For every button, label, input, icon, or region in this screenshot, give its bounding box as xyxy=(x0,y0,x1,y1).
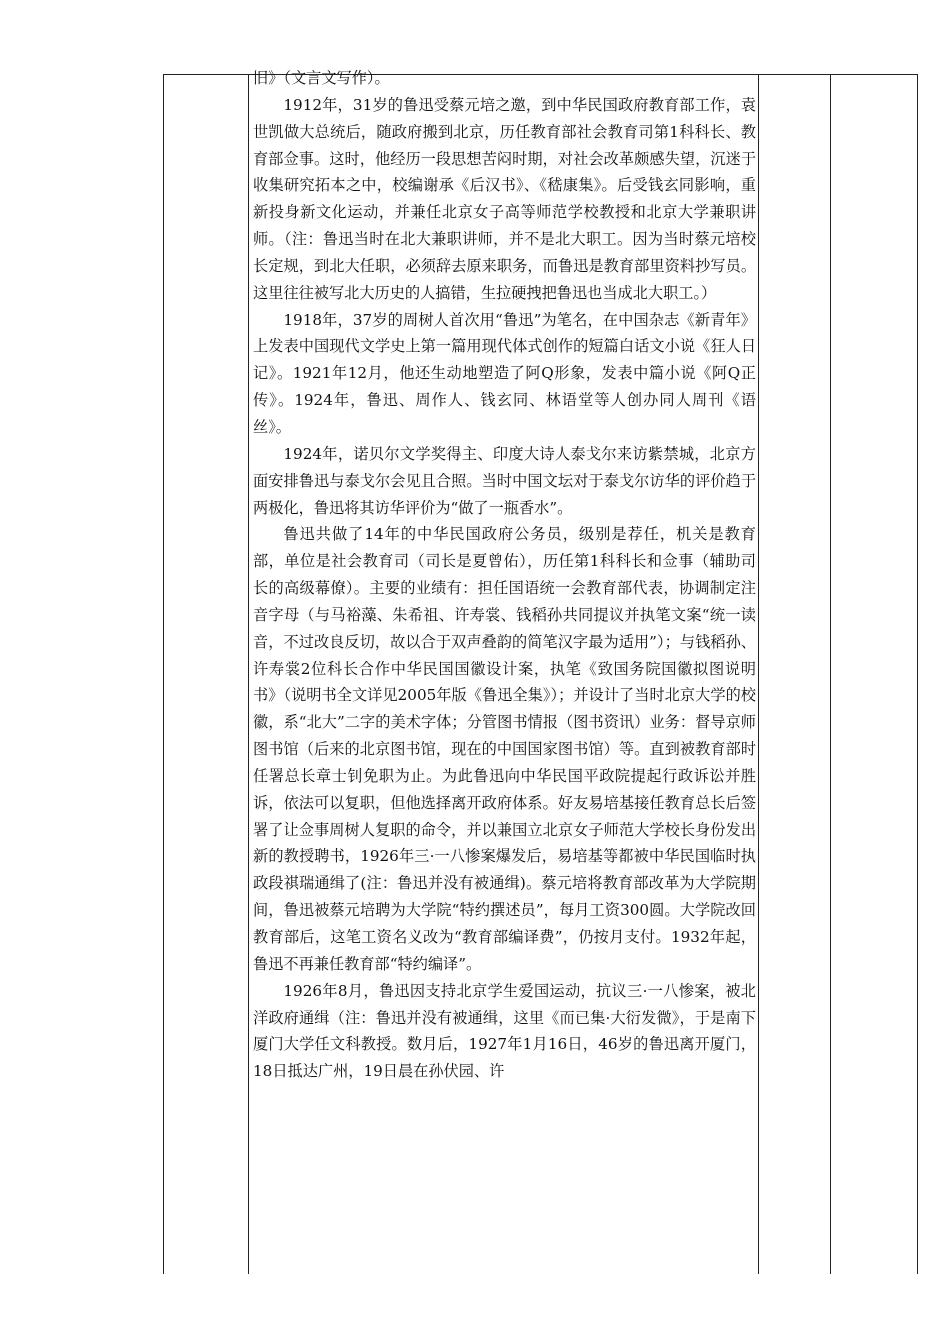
paragraph-1912: 1912年，31岁的鲁迅受蔡元培之邀，到中华民国政府教育部工作，袁世凯做大总统后，随政府搬到北京，历任教育部社会教育司第1科科长、教育部佥事。这时，他经历一段思想苦闷时期，对社会改革颇感失望，沉迷于收集研究拓本之中，校编谢承《后汉书》、《嵇康集》。后受钱玄同影响，重新投身新文化运动，并兼任北京女子高等师范学校教授和北京大学兼职讲师。（注：鲁迅当时在北大兼职讲师，并不是北大职工。因为当时蔡元培校长定规，到北大任职，必须辞去原来职务，而鲁迅是教育部里资料抄写员。这里往往被写北大历史的人搞错，生拉硬拽把鲁迅也当成北大职工。） xyxy=(253,95,756,302)
paragraph-1924-tagore: 1924年，诺贝尔文学奖得主、印度大诗人泰戈尔来访紫禁城，北京方面安排鲁迅与泰戈尔会见且合照。当时中国文坛对于泰戈尔访华的评价趋于两极化，鲁迅将其访华评价为“做了一瓶香水”。 xyxy=(253,444,756,517)
table-border-left xyxy=(163,74,164,1274)
paragraph-civil-servant: 鲁迅共做了14年的中华民国政府公务员，级别是荐任，机关是教育部，单位是社会教育司（司长是夏曾佑），历任第1科科长和佥事（辅助司长的高级幕僚）。主要的业绩有：担任国语统一会教育部代表，协调制定注音字母（与马裕藻、朱希祖、许寿裳、钱稻孙共同提议并执笔文案“统一读音，不过改良反切，故以合于双声叠韵的简笔汉字最为适用”）；与钱稻孙、许寿裳2位科长合作中华民国国徽设计案，执笔《致国务院国徽拟图说明书》（说明书全文详见2005年版《鲁迅全集》）；并设计了当时北京大学的校徽，系“北大”二字的美术字体；分管图书情报（图书资讯）业务：督导京师图书馆（后来的北京图书馆，现在的中国国家图书馆）等。直到被教育部时任署总长章士钊免职为止。为此鲁迅向中华民国平政院提起行政诉讼并胜诉，依法可以复职，但他选择离开政府体系。好友易培基接任教育总长后签署了让佥事周树人复职的命令，并以兼国立北京女子师范大学校长身份发出新的教授聘书，1926年三·一八惨案爆发后，易培基等都被中华民国临时执政段祺瑞通缉了(注：鲁迅并没有被通缉)。蔡元培将教育部改革为大学院期间，鲁迅被蔡元培聘为大学院“特约撰述员”，每月工资300圆。大学院改回教育部后，这笔工资名义改为“教育部编译费”，仍按月支付。1932年起，鲁迅不再兼任教育部“特约编译”。 xyxy=(253,525,756,973)
paragraph-continuation: 旧》（文言文写作）。 xyxy=(253,69,390,87)
table-border-right xyxy=(917,74,918,1274)
paragraph-1926: 1926年8月，鲁迅因支持北京学生爱国运动，抗议三·一八惨案，被北洋政府通缉（注：鲁迅并没有被通缉，这里《而已集·大衍发微》，于是南下厦门大学任文科教授。数月后，1927年1月16日，46岁的鲁迅离开厦门，18日抵达广州，19日晨在孙伏园、许 xyxy=(253,981,756,1081)
table-column-divider-1 xyxy=(248,74,249,1274)
document-text-cell xyxy=(253,65,756,1085)
paragraph-1918: 1918年，37岁的周树人首次用“鲁迅”为笔名，在中国杂志《新青年》上发表中国现代文学史上第一篇用现代体式创作的短篇白话文小说《狂人日记》。1921年12月，他还生动地塑造了阿Q形象，发表中篇小说《阿Q正传》。1924年，鲁迅、周作人、钱玄同、林语堂等人创办同人周刊《语丝》。 xyxy=(253,310,756,436)
table-column-divider-3 xyxy=(830,74,831,1274)
table-column-divider-2 xyxy=(758,74,759,1274)
